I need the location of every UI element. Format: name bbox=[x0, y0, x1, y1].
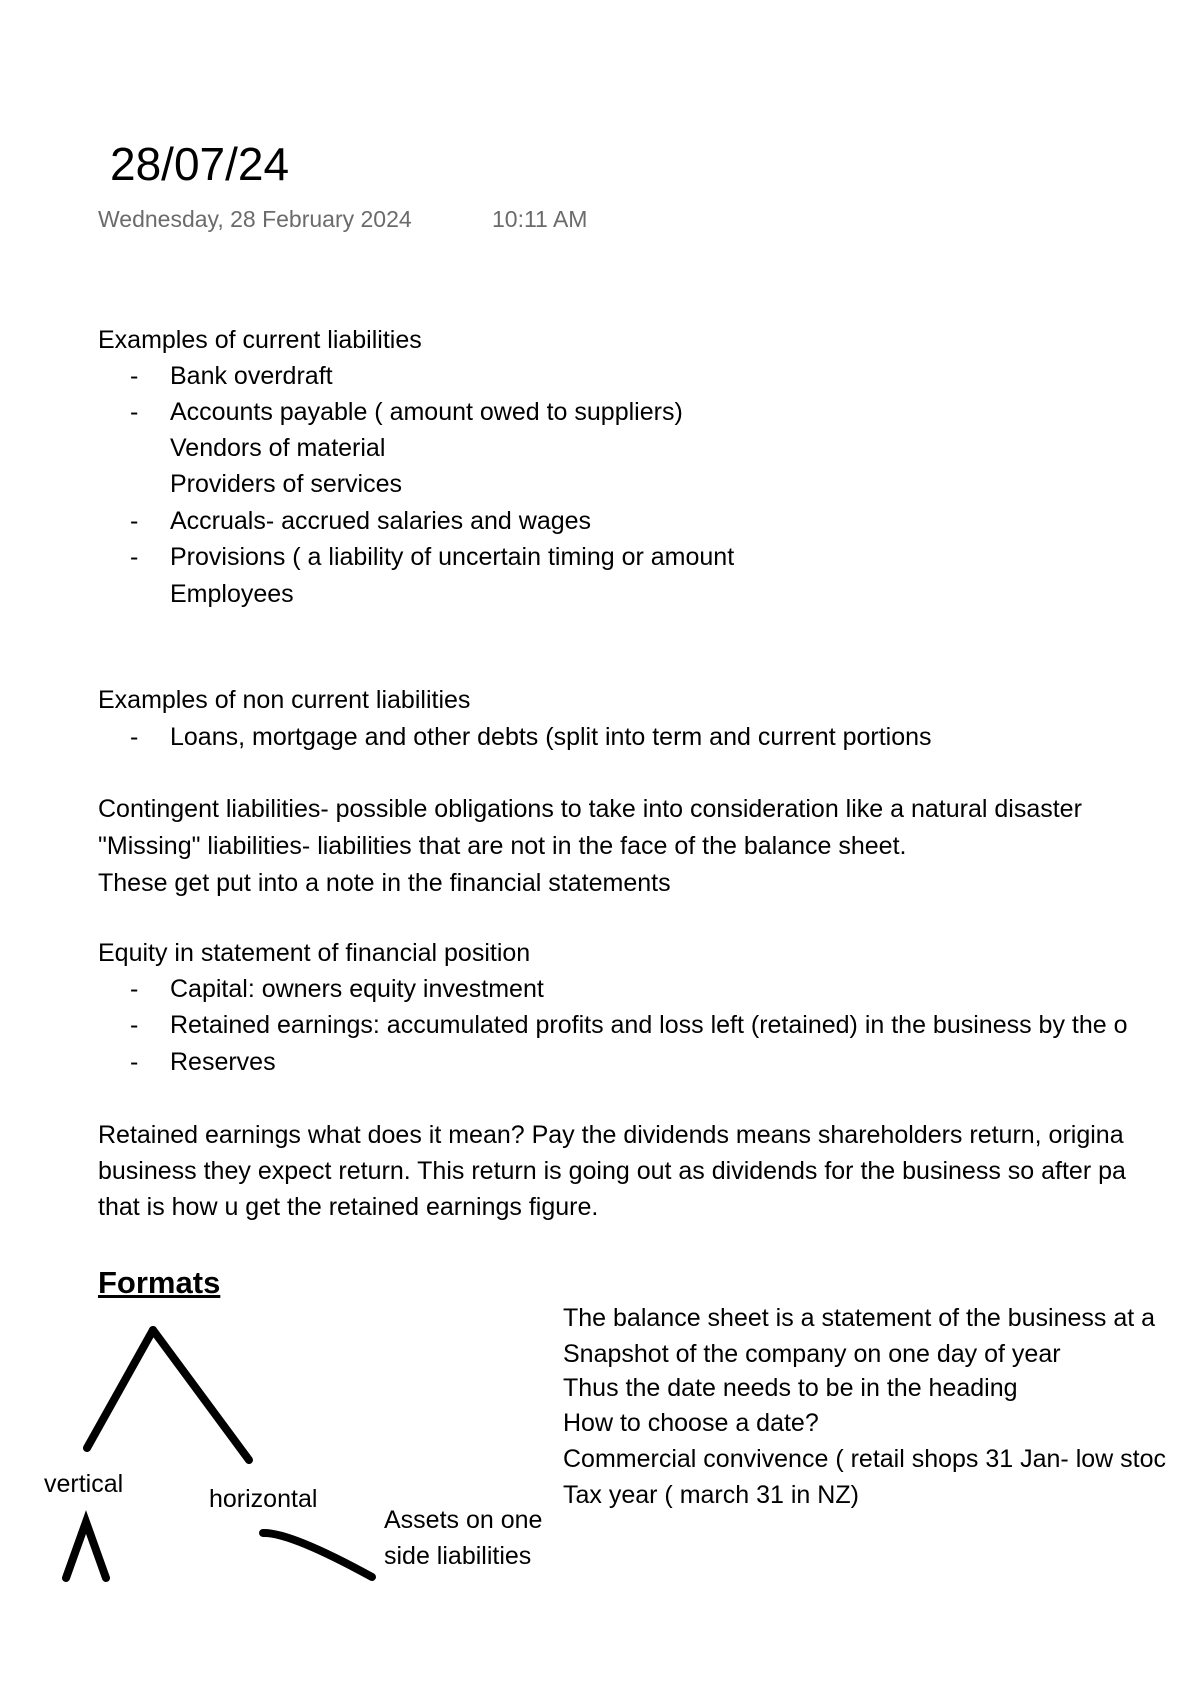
equity-heading: Equity in statement of financial position bbox=[98, 939, 531, 967]
bullet: - bbox=[130, 398, 139, 426]
balance-sheet-note-line: Snapshot of the company on one day of year bbox=[563, 1340, 1061, 1368]
list-item-text: Providers of services bbox=[170, 470, 403, 498]
bullet: - bbox=[130, 975, 139, 1003]
current-liabilities-heading: Examples of current liabilities bbox=[98, 326, 422, 354]
paragraph-line: These get put into a note in the financial statements bbox=[98, 869, 671, 897]
note-date: Wednesday, 28 February 2024 bbox=[98, 206, 412, 232]
balance-sheet-note-line: Tax year ( march 31 in NZ) bbox=[563, 1481, 859, 1509]
list-item-text: Vendors of material bbox=[170, 434, 386, 462]
bullet: - bbox=[130, 1011, 139, 1039]
tree-branch-left bbox=[87, 1330, 153, 1448]
paragraph-line: "Missing" liabilities- liabilities that are not in the face of the balance sheet. bbox=[98, 832, 907, 860]
list-item-text: Accounts payable ( amount owed to suppliers) bbox=[170, 398, 683, 426]
tree-branch-right bbox=[153, 1330, 249, 1460]
list-item-text: Bank overdraft bbox=[170, 362, 333, 390]
paragraph-line: Contingent liabilities- possible obligations to take into consideration like a natural disaster bbox=[98, 795, 1082, 823]
bullet: - bbox=[130, 723, 139, 751]
paragraph-line: business they expect return. This return is going out as dividends for the business so after pa bbox=[98, 1157, 1126, 1185]
bullet: - bbox=[130, 543, 139, 571]
vertical-label: vertical bbox=[44, 1470, 124, 1498]
horizontal-arrow-mark bbox=[263, 1533, 372, 1577]
formats-heading: Formats bbox=[98, 1265, 221, 1300]
bullet: - bbox=[130, 362, 139, 390]
assets-note-line: side liabilities bbox=[384, 1542, 532, 1570]
paragraph-line: Retained earnings what does it mean? Pay the dividends means shareholders return, origina bbox=[98, 1121, 1124, 1149]
list-item-text: Reserves bbox=[170, 1048, 276, 1076]
bullet: - bbox=[130, 507, 139, 535]
list-item-text: Retained earnings: accumulated profits and loss left (retained) in the business by the o bbox=[170, 1011, 1128, 1039]
assets-note-line: Assets on one bbox=[384, 1506, 543, 1534]
page-title: 28/07/24 bbox=[110, 138, 290, 190]
bullet: - bbox=[130, 1048, 139, 1076]
note-time: 10:11 AM bbox=[492, 206, 588, 232]
balance-sheet-note-line: How to choose a date? bbox=[563, 1409, 819, 1437]
paragraph-line: that is how u get the retained earnings figure. bbox=[98, 1193, 599, 1221]
list-item-text: Employees bbox=[170, 580, 294, 608]
balance-sheet-note-line: The balance sheet is a statement of the business at a bbox=[563, 1304, 1156, 1332]
noncurrent-liabilities-heading: Examples of non current liabilities bbox=[98, 686, 471, 714]
list-item-text: Provisions ( a liability of uncertain timing or amount bbox=[170, 543, 735, 571]
balance-sheet-note-line: Commercial convivence ( retail shops 31 Jan- low stoc bbox=[563, 1445, 1167, 1473]
list-item-text: Accruals- accrued salaries and wages bbox=[170, 507, 592, 535]
horizontal-label: horizontal bbox=[209, 1485, 318, 1513]
list-item-text: Loans, mortgage and other debts (split into term and current portions bbox=[170, 723, 932, 751]
balance-sheet-note-line: Thus the date needs to be in the heading bbox=[563, 1374, 1018, 1402]
list-item-text: Capital: owners equity investment bbox=[170, 975, 544, 1003]
vertical-arrow-mark bbox=[66, 1522, 106, 1578]
